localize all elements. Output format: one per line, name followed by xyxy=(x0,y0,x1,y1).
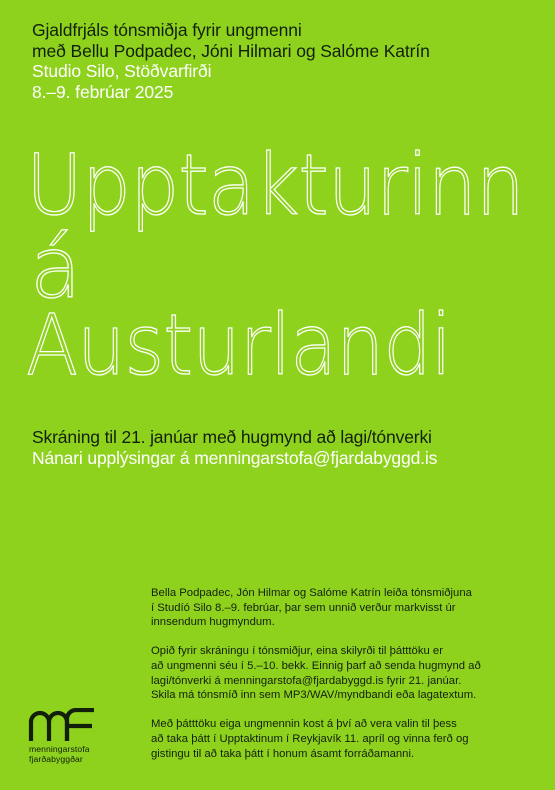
text-line: Með þátttöku eiga ungmennin kost á því að vera valin til þess xyxy=(151,718,457,731)
event-subtitle: Gjaldfrjáls tónsmiðja fyrir ungmenni xyxy=(32,20,302,40)
title-line-1: Upptakturinn xyxy=(26,136,524,234)
description-paragraph-1 xyxy=(151,586,541,630)
description-paragraph-2 xyxy=(151,644,541,702)
menningarstofa-logo xyxy=(28,708,128,768)
text-line: gistingu til að taka þátt í honum ásamt forráðamanni. xyxy=(151,747,415,760)
text-line: Bella Podpadec, Jón Hilmar og Salóme Katrín leiða tónsmiðjuna xyxy=(151,587,472,599)
registration-info xyxy=(32,427,542,469)
text-line: í Studíó Silo 8.–9. febrúar, þar sem unnið verður markvisst úr xyxy=(151,601,456,614)
event-hosts: með Bellu Podpadec, Jóni Hilmari og Salóme Katrín xyxy=(32,40,430,61)
text-line: innsendum hugmyndum. xyxy=(151,616,275,629)
logo-text-line-1: menningarstofa xyxy=(29,744,90,754)
text-line: að taka þátt í Upptaktinum í Reykjavík 11. apríl og vinna ferð og xyxy=(151,732,469,745)
text-line: Opið fyrir skráningu í tónsmiðjur, eina skilyrði til þátttöku er xyxy=(151,645,443,658)
logo-text-line-2: fjarðabyggðar xyxy=(29,754,83,764)
event-venue: Studio Silo, Stöðvarfirði xyxy=(32,61,212,81)
registration-deadline: Skráning til 21. janúar með hugmynd að lagi/tónverki xyxy=(32,427,432,447)
mf-logo-icon xyxy=(28,708,98,742)
description-paragraph-3 xyxy=(151,717,541,761)
text-line: Skila má tónsmíð inn sem MP3/WAV/myndbandi eða lagatextum. xyxy=(151,689,477,702)
text-line: lagi/tónverki á menningarstofa@fjardabyggd.is fyrir 21. janúar. xyxy=(151,674,462,687)
description xyxy=(151,586,541,776)
title-line-3: Austurlandi xyxy=(26,296,451,394)
event-info xyxy=(32,20,532,102)
contact-info: Nánari upplýsingar á menningarstofa@fjardabyggd.is xyxy=(32,448,438,468)
text-line: að ungmenni séu í 5.–10. bekk. Einnig þarf að senda hugmynd að xyxy=(151,659,481,672)
title-line-2: á xyxy=(30,219,81,317)
event-date: 8.–9. febrúar 2025 xyxy=(32,81,174,102)
